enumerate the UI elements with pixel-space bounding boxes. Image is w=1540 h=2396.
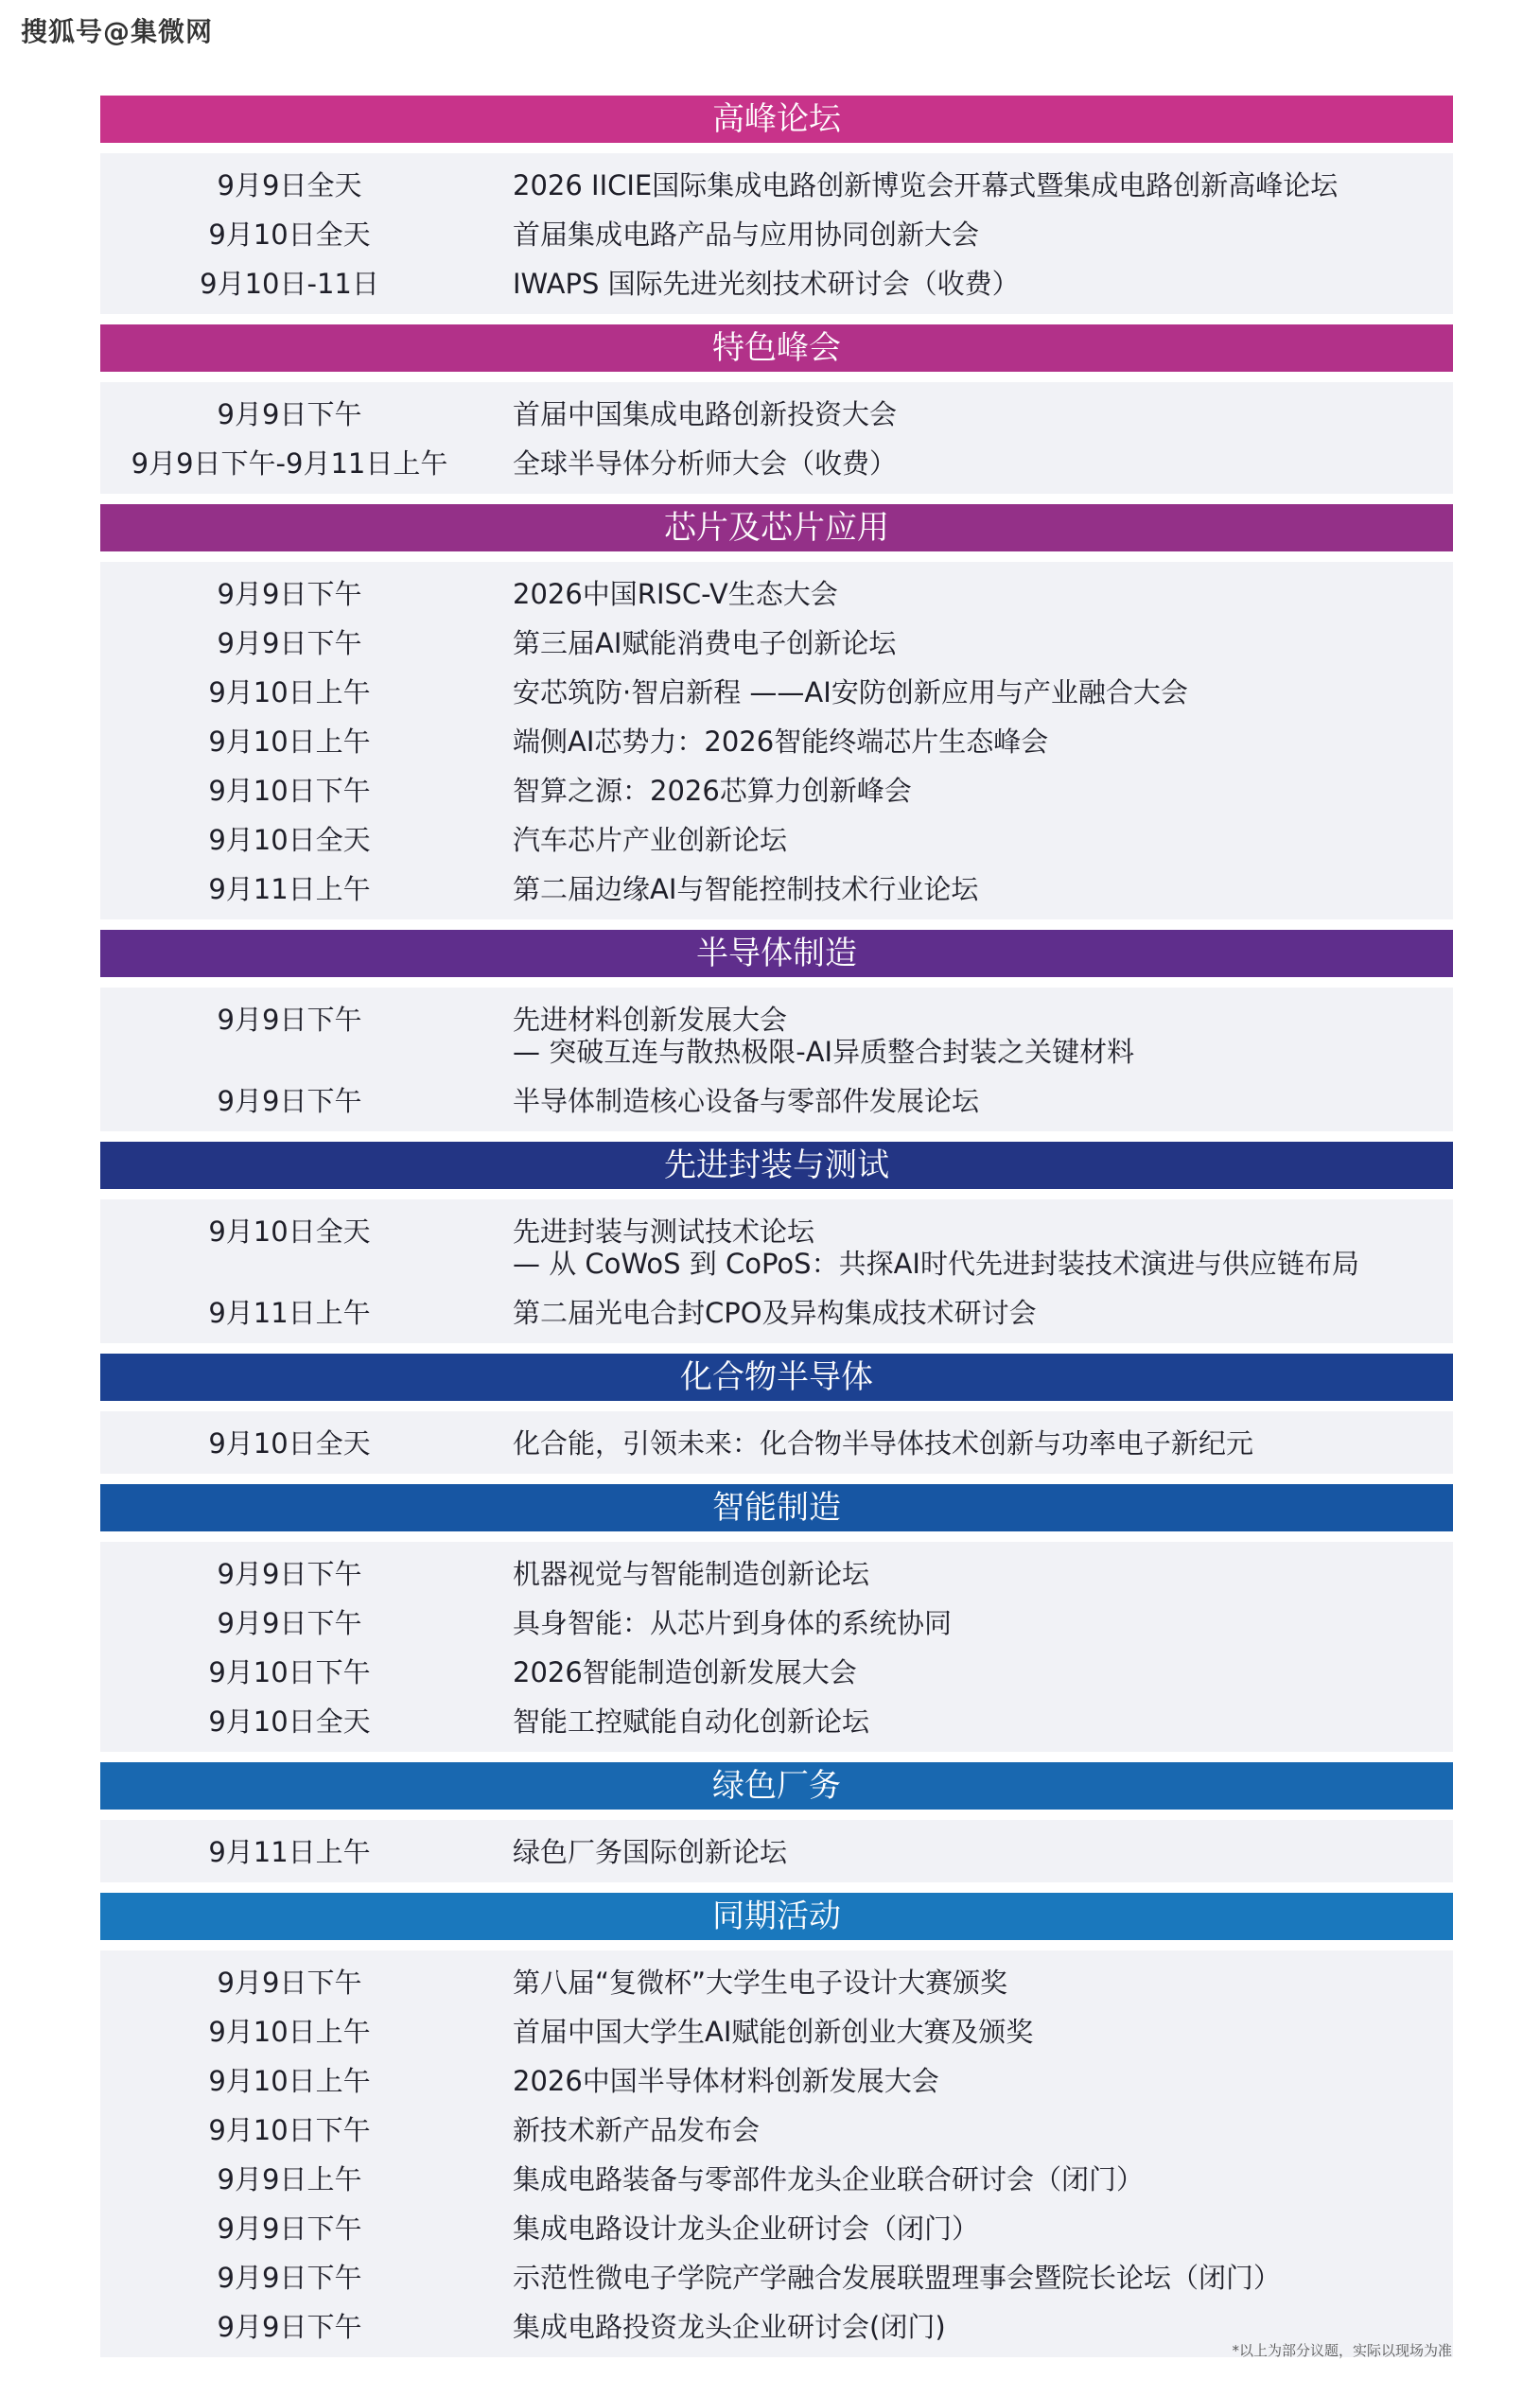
schedule-row	[100, 1958, 1453, 2007]
schedule-row	[100, 1697, 1453, 1746]
schedule-row	[100, 995, 1453, 1076]
row-title-cell	[479, 161, 1453, 210]
row-date: 9月9日下午	[217, 2212, 362, 2245]
schedule-row	[100, 569, 1453, 619]
row-date: 9月10日下午	[208, 1656, 371, 1688]
row-title: 2026中国RISC-V生态大会	[513, 578, 838, 610]
section-header: 绿色厂务	[100, 1762, 1453, 1810]
row-title-cell	[479, 865, 1453, 914]
row-date: 9月9日上午	[217, 2163, 362, 2195]
row-date: 9月11日上午	[208, 1836, 371, 1868]
section-body	[100, 988, 1453, 1131]
row-date: 9月10日全天	[208, 1427, 371, 1460]
row-title-cell	[479, 2253, 1453, 2302]
row-title: 第二届光电合封CPO及异构集成技术研讨会	[513, 1297, 1037, 1329]
row-date: 9月10日下午	[208, 775, 371, 807]
row-title-cell	[479, 2007, 1453, 2056]
section-body	[100, 382, 1453, 494]
row-title-cell	[479, 1828, 1453, 1877]
row-title: 新技术新产品发布会	[513, 2114, 761, 2146]
row-date: 9月9日全天	[217, 169, 362, 201]
row-title-cell	[479, 1599, 1453, 1648]
section-header: 化合物半导体	[100, 1354, 1453, 1401]
row-date: 9月9日下午	[217, 1004, 362, 1036]
row-title-cell	[479, 439, 1453, 488]
schedule-row	[100, 1648, 1453, 1697]
row-title: 首届中国大学生AI赋能创新创业大赛及颁奖	[513, 2016, 1034, 2048]
row-title: 安芯筑防·智启新程 ——AI安防创新应用与产业融合大会	[513, 676, 1188, 708]
schedule-row	[100, 259, 1453, 308]
row-title: 智算之源：2026芯算力创新峰会	[513, 775, 912, 807]
row-date: 9月9日下午	[217, 398, 362, 430]
row-title-cell	[479, 2204, 1453, 2253]
row-subtitle: — 突破互连与散热极限-AI异质整合封装之关键材料	[513, 1036, 1135, 1068]
schedule-row	[100, 1076, 1453, 1126]
row-date: 9月10日全天	[208, 219, 371, 251]
row-date: 9月10日上午	[208, 676, 371, 708]
row-title-cell	[479, 995, 1453, 1076]
section-body	[100, 562, 1453, 919]
row-date: 9月9日下午	[217, 2311, 362, 2343]
row-title: 集成电路投资龙头企业研讨会(闭门)	[513, 2311, 946, 2343]
row-date: 9月10日-11日	[200, 268, 379, 300]
row-date: 9月11日上午	[208, 873, 371, 905]
row-title: 先进材料创新发展大会	[513, 1004, 788, 1036]
row-title: 第三届AI赋能消费电子创新论坛	[513, 627, 897, 659]
row-date: 9月11日上午	[208, 1297, 371, 1329]
row-title-cell	[479, 210, 1453, 259]
section-header: 先进封装与测试	[100, 1142, 1453, 1189]
schedule-row	[100, 1419, 1453, 1468]
row-date: 9月10日全天	[208, 1705, 371, 1738]
schedule-row	[100, 2155, 1453, 2204]
schedule-row	[100, 390, 1453, 439]
schedule-row	[100, 668, 1453, 717]
row-title: 第二届边缘AI与智能控制技术行业论坛	[513, 873, 979, 905]
row-title: 端侧AI芯势力：2026智能终端芯片生态峰会	[513, 726, 1049, 758]
row-date: 9月10日全天	[208, 1215, 371, 1248]
row-date: 9月9日下午-9月11日上午	[131, 447, 448, 480]
row-date: 9月9日下午	[217, 578, 362, 610]
row-title: 半导体制造核心设备与零部件发展论坛	[513, 1085, 980, 1117]
row-title-cell	[479, 1076, 1453, 1126]
row-title-cell	[479, 2106, 1453, 2155]
row-title-cell	[479, 569, 1453, 619]
row-title: 集成电路装备与零部件龙头企业联合研讨会（闭门）	[513, 2163, 1145, 2195]
row-date: 9月10日上午	[208, 2016, 371, 2048]
row-title-cell	[479, 259, 1453, 308]
footnote: *以上为部分议题，实际以现场为准	[1232, 2342, 1452, 2359]
schedule-row	[100, 2007, 1453, 2056]
section-body	[100, 1950, 1453, 2357]
row-title-cell	[479, 2155, 1453, 2204]
schedule-row	[100, 1549, 1453, 1599]
row-title-cell	[479, 1207, 1453, 1288]
schedule-row	[100, 439, 1453, 488]
row-title: 2026 IICIE国际集成电路创新博览会开幕式暨集成电路创新高峰论坛	[513, 169, 1339, 201]
row-title: 2026智能制造创新发展大会	[513, 1656, 857, 1688]
section-body	[100, 1820, 1453, 1882]
row-title: 集成电路设计龙头企业研讨会（闭门）	[513, 2212, 980, 2245]
schedule-row	[100, 210, 1453, 259]
section-body	[100, 1411, 1453, 1474]
row-date: 9月10日下午	[208, 2114, 371, 2146]
row-title: 全球半导体分析师大会（收费）	[513, 447, 898, 480]
row-date: 9月9日下午	[217, 627, 362, 659]
row-title-cell	[479, 619, 1453, 668]
row-title: 2026中国半导体材料创新发展大会	[513, 2065, 939, 2097]
row-title: 第八届“复微杯”大学生电子设计大赛颁奖	[513, 1967, 1008, 1999]
row-title: 首届集成电路产品与应用协同创新大会	[513, 219, 980, 251]
row-title-cell	[479, 815, 1453, 865]
schedule-row	[100, 2204, 1453, 2253]
watermark-text: 搜狐号@集微网	[21, 16, 214, 47]
section-body	[100, 1542, 1453, 1752]
section-header: 同期活动	[100, 1893, 1453, 1940]
row-date: 9月10日上午	[208, 2065, 371, 2097]
schedule-row	[100, 2253, 1453, 2302]
row-title-cell	[479, 668, 1453, 717]
schedule-row	[100, 1828, 1453, 1877]
section-header: 高峰论坛	[100, 96, 1453, 143]
row-title-cell	[479, 1697, 1453, 1746]
row-subtitle: — 从 CoWoS 到 CoPoS：共探AI时代先进封装技术演进与供应链布局	[513, 1248, 1359, 1280]
schedule-row	[100, 1599, 1453, 1648]
schedule-row	[100, 865, 1453, 914]
row-title: IWAPS 国际先进光刻技术研讨会（收费）	[513, 268, 1020, 300]
row-title: 首届中国集成电路创新投资大会	[513, 398, 898, 430]
section-header: 半导体制造	[100, 930, 1453, 977]
row-date: 9月9日下午	[217, 1558, 362, 1590]
row-title: 示范性微电子学院产学融合发展联盟理事会暨院长论坛（闭门）	[513, 2262, 1282, 2294]
schedule-row	[100, 619, 1453, 668]
row-date: 9月10日全天	[208, 824, 371, 856]
schedule-row	[100, 1288, 1453, 1338]
schedule-row	[100, 717, 1453, 766]
schedule-row	[100, 1207, 1453, 1288]
row-title-cell	[479, 717, 1453, 766]
row-title-cell	[479, 1288, 1453, 1338]
row-title: 绿色厂务国际创新论坛	[513, 1836, 788, 1868]
row-title: 化合能，引领未来：化合物半导体技术创新与功率电子新纪元	[513, 1427, 1254, 1460]
row-title: 机器视觉与智能制造创新论坛	[513, 1558, 870, 1590]
schedule-row	[100, 2106, 1453, 2155]
row-date: 9月9日下午	[217, 1607, 362, 1639]
row-title-cell	[479, 390, 1453, 439]
row-title-cell	[479, 1419, 1453, 1468]
row-title-cell	[479, 1549, 1453, 1599]
row-title: 汽车芯片产业创新论坛	[513, 824, 788, 856]
row-title: 智能工控赋能自动化创新论坛	[513, 1705, 870, 1738]
section-body	[100, 153, 1453, 314]
section-body	[100, 1199, 1453, 1343]
section-header: 特色峰会	[100, 324, 1453, 372]
row-title-cell	[479, 1958, 1453, 2007]
row-title: 先进封装与测试技术论坛	[513, 1215, 815, 1248]
row-title: 具身智能：从芯片到身体的系统协同	[513, 1607, 953, 1639]
schedule-row	[100, 2056, 1453, 2106]
schedule-row	[100, 815, 1453, 865]
row-title-cell	[479, 1648, 1453, 1697]
row-date: 9月10日上午	[208, 726, 371, 758]
row-date: 9月9日下午	[217, 1967, 362, 1999]
schedule-table	[100, 96, 1453, 2368]
schedule-row	[100, 766, 1453, 815]
row-date: 9月9日下午	[217, 1085, 362, 1117]
row-title-cell	[479, 2056, 1453, 2106]
row-title-cell	[479, 766, 1453, 815]
row-date: 9月9日下午	[217, 2262, 362, 2294]
section-header: 芯片及芯片应用	[100, 504, 1453, 551]
schedule-row	[100, 161, 1453, 210]
section-header: 智能制造	[100, 1484, 1453, 1531]
